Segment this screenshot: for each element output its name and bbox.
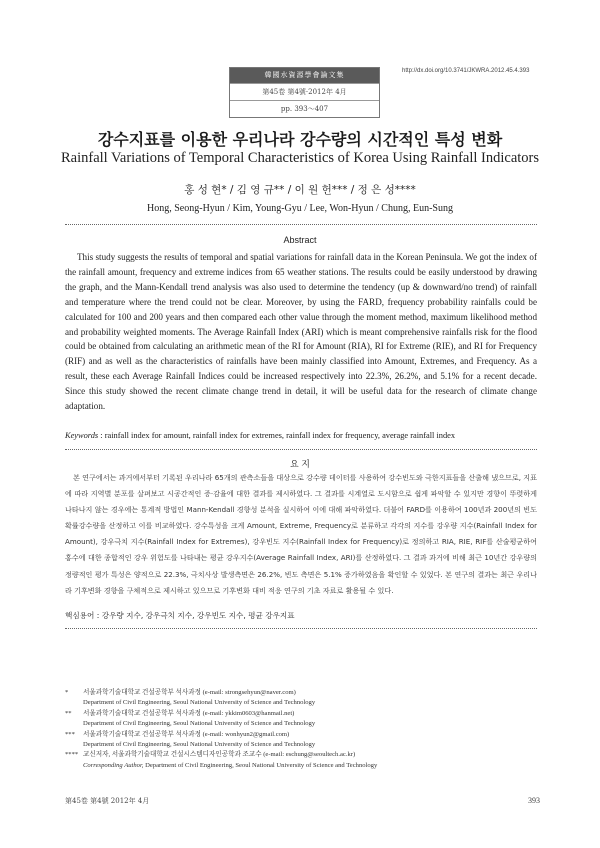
footnote-mark: ****	[65, 751, 79, 759]
footnote-mark: **	[65, 709, 72, 717]
corresponding-author-label: Corresponding Author,	[83, 761, 144, 769]
footnote-affiliation: Corresponding Author, Department of Civil Engineering, Seoul National University of Science and Technology	[83, 761, 378, 769]
korean-keywords-label: 핵심용어	[65, 611, 95, 620]
journal-name: 韓國水資源學會論文集	[230, 68, 379, 83]
korean-keywords	[65, 610, 537, 621]
footnote-affiliation: Department of Civil Engineering, Seoul National University of Science and Technology	[83, 720, 316, 728]
korean-keywords-text: : 강우량 지수, 강우극치 지수, 강우빈도 지수, 평균 강우지표	[94, 611, 295, 620]
authors-korean: 홍 성 현* / 김 영 규** / 이 원 헌*** / 정 은 성****	[184, 184, 416, 196]
doi-link[interactable]: http://dx.doi.org/10.3741/JKWRA.2012.45.4.393	[402, 68, 530, 74]
abstract-body: This study suggests the results of temporal and spatial variations for rainfall data in the Korean Peninsula. We got the index of the rainfall amount, frequency and extreme indices from 65 weather stations. The results could be easily understood by drawing the graph, and the Mann-Kendall trend analysis was also used to determine the tendency (up & downward/no trend) of rainfall and temperature where the trend could not be clear. Moreover, by using the FARD, frequency probability rainfalls could be calculated for 100 and 200 years and then compared each other value through the moment method, maximum likelihood method and probability weighted moments. The Average Rainfall Index (ARI) which is meant comprehensive rainfalls risk for the flood could be obtained from calculating an arithmetic mean of the RI for Amount (RIA), RI for Extreme (RIE), and RI for Frequency (RIF) and as well as the characteristics of rainfalls have been mainly classified into Amount, Extremes, and Frequency. As a result, these each Average Rainfall Indices could be increased respectively into 22.3%, 26.2%, and 5.1% for a recent decade. Since this study showed the recent climate change trend in detail, it will be useful data for the research of climate change adaptation.	[65, 252, 537, 412]
korean-abstract-body: 본 연구에서는 과거에서부터 기록된 우리나라 65개의 관측소들을 대상으로 강수량 데이터를 사용하여 강수빈도와 극한지표들을 산출해 냈으므로, 지표에 따라 지역별 분포를 살펴보고 시공간적인 증·감율에 대한 결과를 제시하였다. 그 결과를 시계열로 도시함으로 쉽게 파악할 수 있지만 경향이 뚜렷하게 나타나지 않는 경우에는 통계적 방법인 Mann-Kendall 경향성 분석을 실시하여 이에 대해 파악하였다. 더불어 FARD를 이용하여 100년과 200년의 빈도확률강수량을 산정하고 이를 비교하였다. 강수특성을 크게 Amount, Extreme, Frequency로 분류하고 각각의 지수를 강우량 지수(Rainfall Index for Amount), 강우극치 지수(Rainfall Index for Extremes), 강우빈도 지수(Rainfall Index for Frequency)로 정의하고 RIA, RIE, RIF를 산술평균하여 홍수에 대한 종합적인 강우 위험도를 나타내는 평균 강우지수(Average Rainfall Index, ARI)를 산정하였다. 그 결과 과거에 비해 최근 10년간 강우량의 정량적인 평가 특성은 양적으로 22.3%, 극치사상 발생측면은 26.2%, 빈도 측면은 5.1% 증가하였음을 확인할 수 있었다. 본 연구의 결과는 최근 우리나라 기후변화 경향을 구체적으로 제시하고 있으므로 기후변화 대비 적응 연구의 기초 자료로 활용될 수 있다.	[65, 473, 537, 595]
title-english: Rainfall Variations of Temporal Characteristics of Korea Using Rainfall Indicators	[60, 150, 540, 166]
keywords	[65, 431, 537, 440]
footnote-mark: *	[65, 689, 69, 696]
divider	[65, 628, 537, 629]
footnote: ** 서울과학기술대학교 건설공학부 석사과정 (e-mail: ykkim0603@hanmail.net)	[65, 709, 545, 719]
journal-info-box	[229, 67, 380, 118]
footnote: *** 서울과학기술대학교 건설공학부 석사과정 (e-mail: wonhyun2@gmail.com)	[65, 730, 545, 740]
footnote: * 서울과학기술대학교 건설공학부 석사과정 (e-mail: strongsehyun@naver.com)	[65, 688, 545, 698]
page-range: pp. 393～407	[230, 100, 379, 117]
footer-journal-issue: 第45卷 第4號 2012年 4月	[65, 797, 150, 805]
divider	[65, 449, 537, 450]
keywords-label: Keywords	[65, 431, 99, 440]
footnote-affiliation: Department of Civil Engineering, Seoul National University of Science and Technology	[83, 741, 316, 749]
korean-abstract-heading: 요 지	[290, 459, 310, 469]
authors-english: Hong, Seong-Hyun / Kim, Young-Gyu / Lee, Won-Hyun / Chung, Eun-Sung	[147, 203, 453, 214]
volume-issue: 第45卷 第4號·2012年 4月	[230, 83, 379, 100]
footnote-mark: ***	[65, 730, 75, 738]
page-number: 393	[528, 796, 540, 805]
abstract-heading: Abstract	[283, 235, 317, 245]
title-korean: 강수지표를 이용한 우리나라 강수량의 시간적인 특성 변화	[97, 130, 503, 149]
keywords-text: : rainfall index for amount, rainfall index for extremes, rainfall index for frequency, average rainfall index	[98, 431, 456, 440]
footnote: **** 교신저자, 서울과학기술대학교 건설시스템디자인공학과 조교수 (e-mail: eschung@seoultech.ac.kr)	[65, 750, 545, 760]
footnote-affiliation: Department of Civil Engineering, Seoul National University of Science and Technology	[83, 699, 316, 707]
footnotes	[65, 688, 545, 771]
divider	[65, 224, 537, 225]
